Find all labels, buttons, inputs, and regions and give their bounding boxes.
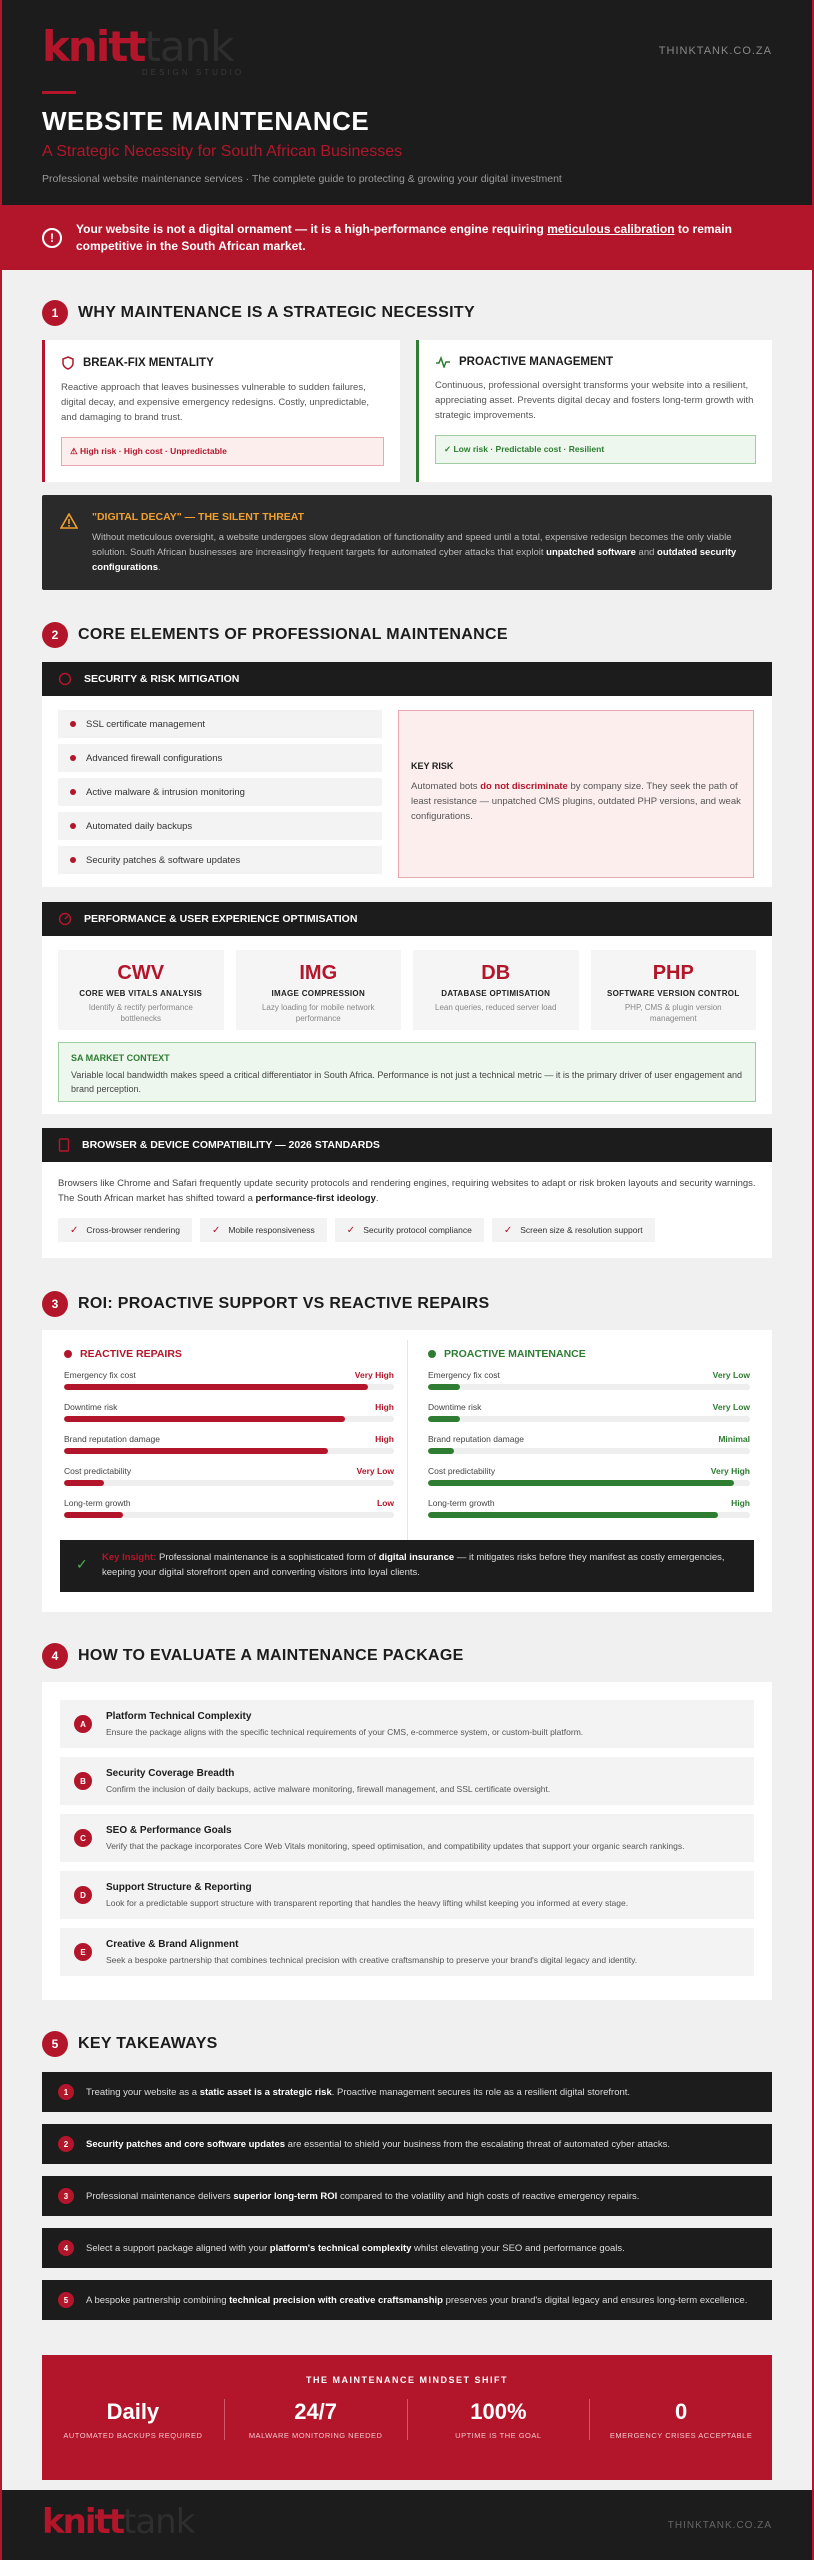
page-subtitle: A Strategic Necessity for South African Businesses: [42, 143, 403, 160]
section-title: WHY MAINTENANCE IS A STRATEGIC NECESSITY: [78, 304, 475, 321]
bar-track: [64, 1512, 394, 1518]
metric-card: PHP SOFTWARE VERSION CONTROL PHP, CMS & plugin version management: [591, 950, 757, 1030]
bar-fill: [428, 1416, 460, 1422]
bar-track: [428, 1448, 750, 1454]
reactive-rows: [64, 1370, 394, 1518]
bar-value: High: [375, 1434, 394, 1444]
chip: ✓ Screen size & resolution support: [492, 1218, 655, 1242]
stat-cell: 24/7 MALWARE MONITORING NEEDED: [225, 2399, 408, 2440]
bar-label: Long-term growth: [428, 1498, 495, 1508]
list-item: Advanced firewall configurations: [58, 744, 382, 772]
compat-body: Browsers like Chrome and Safari frequently update security protocols and rendering engines, requiring websites to adapt or risk broken layouts and security warnings. The South African market has shifted toward a performance-first ideology.: [58, 1178, 756, 1204]
bar-fill: [64, 1512, 123, 1518]
bar-row: [64, 1466, 394, 1486]
proactive-column: [428, 1348, 750, 1530]
shield-icon: [61, 356, 75, 370]
bar-value: Very High: [710, 1466, 750, 1476]
bar-label: Downtime risk: [428, 1402, 482, 1412]
metric-card: IMG IMAGE COMPRESSION Lazy loading for mobile network performance: [236, 950, 402, 1030]
security-panel: [42, 662, 772, 887]
bar-label: Emergency fix cost: [64, 1370, 136, 1380]
logo-wordmark: tank: [144, 22, 234, 71]
list-item: A Platform Technical Complexity Ensure the package aligns with the specific technical requirements of your CMS, e-commerce system, or custom-built platform.: [60, 1700, 754, 1748]
takeaway-item: 1 Treating your website as a static asset is a strategic risk. Proactive management secures its role as a resilient digital storefront.: [42, 2072, 772, 2112]
list-item: B Security Coverage Breadth Confirm the inclusion of daily backups, active malware monitoring, firewall management, and SSL certificate oversight.: [60, 1757, 754, 1805]
accent-line: [42, 91, 76, 94]
page-meta: Professional website maintenance services · The complete guide to protecting & growing your digital investment: [42, 173, 562, 185]
bar-track: [64, 1480, 394, 1486]
chip: ✓ Security protocol compliance: [335, 1218, 484, 1242]
key-insight-box: [60, 1540, 754, 1592]
bar-track: [64, 1448, 394, 1454]
bar-row: [428, 1498, 750, 1518]
bar-track: [64, 1384, 394, 1390]
bar-value: Very High: [354, 1370, 394, 1380]
bar-row: [64, 1370, 394, 1390]
context-body: Variable local bandwidth makes speed a critical differentiator in South Africa. Performance is not just a technical metric — it is the primary driver of user engagement and brand perception.: [71, 1070, 742, 1094]
section-number: 5: [42, 2031, 68, 2057]
proactive-card: [416, 340, 772, 482]
logo-tagline: DESIGN STUDIO: [142, 68, 245, 77]
site-url[interactable]: THINKTANK.CO.ZA: [658, 45, 772, 57]
bar-row: [428, 1466, 750, 1486]
break-fix-card: [42, 340, 400, 482]
section-2-heading: [42, 622, 508, 648]
list-item: Automated daily backups: [58, 812, 382, 840]
panel-title: PERFORMANCE & USER EXPERIENCE OPTIMISATION: [84, 913, 358, 925]
bar-label: Long-term growth: [64, 1498, 131, 1508]
compat-panel: [42, 1128, 772, 1258]
evaluation-list: [42, 1682, 772, 2000]
logo-mark: knitt: [42, 22, 145, 71]
context-title: SA MARKET CONTEXT: [71, 1053, 170, 1063]
bar-track: [428, 1416, 750, 1422]
bar-fill: [428, 1384, 460, 1390]
bar-row: [64, 1402, 394, 1422]
bar-label: Downtime risk: [64, 1402, 118, 1412]
bar-row: [428, 1402, 750, 1422]
bar-label: Cost predictability: [64, 1466, 132, 1476]
bar-value: Very Low: [712, 1370, 750, 1380]
bar-fill: [64, 1480, 104, 1486]
bar-label: Brand reputation damage: [428, 1434, 524, 1444]
column-title: REACTIVE REPAIRS: [80, 1348, 182, 1360]
bar-row: [428, 1370, 750, 1390]
takeaway-item: 4 Select a support package aligned with your platform's technical complexity whilst elevating your SEO and performance goals.: [42, 2228, 772, 2268]
bar-label: Brand reputation damage: [64, 1434, 160, 1444]
shield-icon: [58, 672, 72, 686]
key-risk-box: [398, 710, 754, 878]
section-title: ROI: PROACTIVE SUPPORT VS REACTIVE REPAIRS: [78, 1295, 490, 1312]
bar-fill: [428, 1480, 734, 1486]
callout-body: Without meticulous oversight, a website undergoes slow degradation of functionality and speed until a total, expensive redesign becomes the only viable solution. South African businesses are increasingly frequent targets for automated cyber attacks that exploit unpatched software and outdated security configurations.: [92, 532, 737, 573]
alert-banner: [2, 205, 812, 270]
risk-tag: ⚠ High risk · High cost · Unpredictable: [61, 437, 384, 466]
stat-cell: 0 EMERGENCY CRISES ACCEPTABLE: [609, 2399, 753, 2440]
section-4-heading: [42, 1643, 464, 1669]
list-item: Security patches & software updates: [58, 846, 382, 874]
card-title: PROACTIVE MANAGEMENT: [459, 356, 613, 368]
takeaway-item: 2 Security patches and core software updates are essential to shield your business from the escalating threat of automated cyber attacks.: [42, 2124, 772, 2164]
list-item: E Creative & Brand Alignment Seek a bespoke partnership that combines technical precision with creative craftsmanship to preserve your brand's digital legacy and identity.: [60, 1928, 754, 1976]
metric-card: DB DATABASE OPTIMISATION Lean queries, reduced server load: [413, 950, 579, 1030]
gauge-icon: [58, 912, 72, 926]
section-number: 1: [42, 300, 68, 326]
bar-track: [428, 1384, 750, 1390]
bar-row: [64, 1434, 394, 1454]
stat-cell: Daily AUTOMATED BACKUPS REQUIRED: [42, 2399, 225, 2440]
check-icon: ✓: [76, 1556, 88, 1572]
panel-title: BROWSER & DEVICE COMPATIBILITY — 2026 STANDARDS: [82, 1139, 380, 1151]
banner-title: THE MAINTENANCE MINDSET SHIFT: [306, 2375, 508, 2385]
column-divider: [407, 1340, 408, 1550]
compat-chips: [58, 1218, 663, 1242]
bar-row: [428, 1434, 750, 1454]
digital-decay-callout: [42, 495, 772, 590]
check-icon: ✓: [211, 1224, 221, 1236]
bar-value: Very Low: [712, 1402, 750, 1412]
section-title: HOW TO EVALUATE A MAINTENANCE PACKAGE: [78, 1647, 464, 1664]
security-list: [58, 710, 382, 880]
bar-row: [64, 1498, 394, 1518]
section-number: 2: [42, 622, 68, 648]
warning-icon: [60, 513, 78, 529]
panel-title: SECURITY & RISK MITIGATION: [84, 673, 240, 685]
section-number: 4: [42, 1643, 68, 1669]
footer-url[interactable]: THINKTANK.CO.ZA: [667, 2520, 772, 2531]
takeaway-item: 3 Professional maintenance delivers superior long-term ROI compared to the volatility and high costs of reactive emergency repairs.: [42, 2176, 772, 2216]
performance-panel: [42, 902, 772, 1114]
page-title: WEBSITE MAINTENANCE: [42, 106, 370, 136]
bar-value: High: [731, 1498, 750, 1508]
proactive-rows: [428, 1370, 750, 1518]
section-title: CORE ELEMENTS OF PROFESSIONAL MAINTENANCE: [78, 626, 508, 643]
bar-fill: [428, 1512, 718, 1518]
bar-value: Low: [377, 1498, 394, 1508]
bar-value: Minimal: [718, 1434, 750, 1444]
insight-text: Key Insight: Professional maintenance is a sophisticated form of digital insurance — it mitigates risks before they manifest as costly emergencies, keeping your digital storefront open and converting visitors into loyal clients.: [102, 1552, 725, 1578]
bar-fill: [64, 1416, 345, 1422]
alert-link[interactable]: meticulous calibration: [547, 221, 675, 236]
bar-fill: [428, 1448, 454, 1454]
bar-track: [428, 1480, 750, 1486]
bar-label: Emergency fix cost: [428, 1370, 500, 1380]
chip: ✓ Mobile responsiveness: [200, 1218, 327, 1242]
section-number: 3: [42, 1291, 68, 1317]
alert-text: Your website is not a digital ornament — it is a high-performance engine requiring meticulous calibration to remain competitive in the South African market.: [76, 221, 732, 253]
mindset-banner: [42, 2355, 772, 2480]
roi-comparison: [42, 1330, 772, 1612]
card-body: Reactive approach that leaves businesses vulnerable to sudden failures, digital decay, and expensive emergency redesigns. Costly, unpredictable, and damaging to brand trust.: [61, 382, 370, 423]
callout-title: "DIGITAL DECAY" — THE SILENT THREAT: [92, 511, 304, 523]
market-context-box: [58, 1042, 756, 1102]
metric-grid: [58, 950, 756, 1030]
takeaway-item: 5 A bespoke partnership combining technical precision with creative craftsmanship preserves your brand's digital legacy and ensures long-term excellence.: [42, 2280, 772, 2320]
section-5-heading: [42, 2031, 218, 2057]
bar-fill: [64, 1448, 328, 1454]
list-item: SSL certificate management: [58, 710, 382, 738]
risk-body: Automated bots do not discriminate by company size. They seek the path of least resistance — unpatched CMS plugins, outdated PHP versions, and weak configurations.: [411, 781, 741, 822]
page-header: [2, 0, 812, 205]
section-title: KEY TAKEAWAYS: [78, 2035, 218, 2052]
metric-card: CWV CORE WEB VITALS ANALYSIS Identify & rectify performance bottlenecks: [58, 950, 224, 1030]
bar-value: Very Low: [356, 1466, 394, 1476]
bar-value: High: [375, 1402, 394, 1412]
list-item: C SEO & Performance Goals Verify that the package incorporates Core Web Vitals monitoring, speed optimisation, and compatibility updates that support your organic search rankings.: [60, 1814, 754, 1862]
risk-title: KEY RISK: [411, 761, 454, 771]
info-icon: !: [42, 228, 62, 248]
stat-cell: 100% UPTIME IS THE GOAL: [408, 2399, 591, 2440]
bar-label: Cost predictability: [428, 1466, 496, 1476]
bar-fill: [64, 1384, 368, 1390]
activity-icon: [435, 356, 451, 368]
column-title: PROACTIVE MAINTENANCE: [444, 1348, 586, 1360]
card-body: Continuous, professional oversight transforms your website into a resilient, appreciating asset. Prevents digital decay and fosters long-term growth with strategic improvements.: [435, 380, 754, 421]
section-1-heading: [42, 300, 475, 326]
check-icon: ✓: [503, 1224, 513, 1236]
list-item: D Support Structure & Reporting Look for a predictable support structure with transparent reporting that handles the heavy lifting whilst keeping you informed at every stage.: [60, 1871, 754, 1919]
chip: ✓ Cross-browser rendering: [58, 1218, 192, 1242]
check-icon: ✓: [70, 1224, 79, 1236]
bar-track: [428, 1512, 750, 1518]
page-footer: [2, 2490, 812, 2560]
footer-logo[interactable]: knitt tank: [42, 2502, 195, 2542]
section-3-heading: [42, 1291, 489, 1317]
check-icon: ✓: [346, 1224, 356, 1236]
card-title: BREAK-FIX MENTALITY: [83, 357, 214, 369]
benefit-tag: ✓ Low risk · Predictable cost · Resilient: [435, 435, 756, 464]
bar-track: [64, 1416, 394, 1422]
reactive-column: [64, 1348, 394, 1530]
device-icon: [58, 1138, 70, 1152]
list-item: Active malware & intrusion monitoring: [58, 778, 382, 806]
